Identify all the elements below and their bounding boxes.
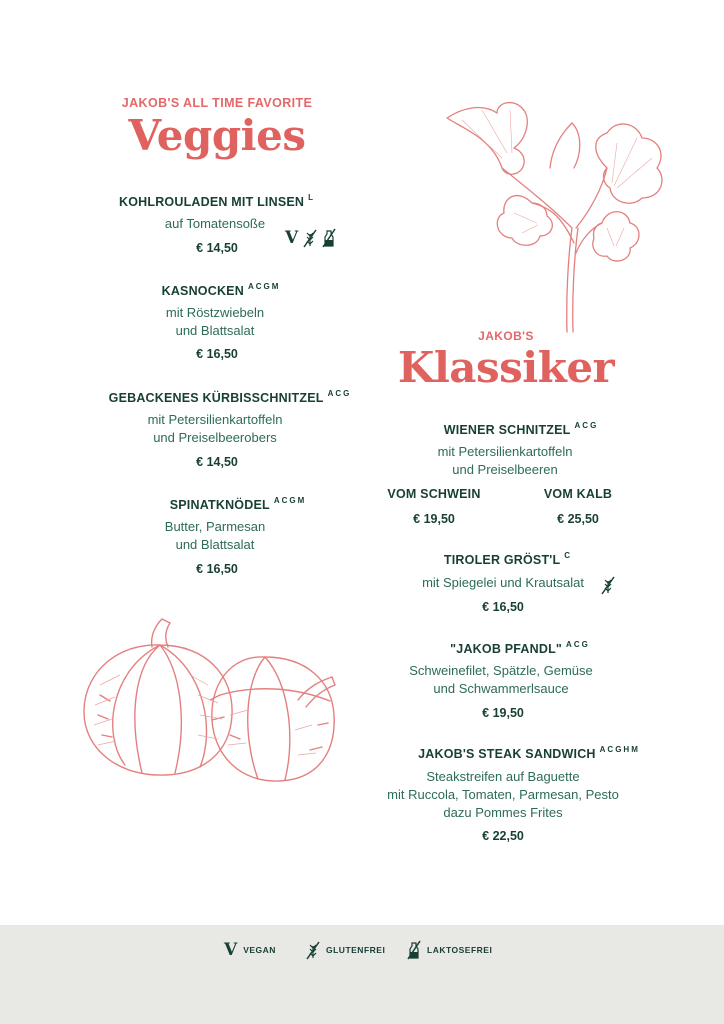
dish-price: € 14,50 bbox=[196, 455, 238, 469]
legend-lactose-free-label: LAKTOSEFREI bbox=[427, 945, 493, 955]
legend-gluten-free bbox=[306, 937, 385, 963]
legend-vegan bbox=[224, 937, 276, 963]
dish-description: Schweinefilet, Spätzle, Gemüse und Schwammerlsauce bbox=[409, 663, 593, 696]
vegan-icon: V bbox=[224, 940, 238, 960]
option-label: VOM SCHWEIN bbox=[387, 487, 481, 501]
dish-description: Steakstreifen auf Baguette mit Ruccola, Tomaten, Parmesan, Pesto dazu Pommes Frites bbox=[387, 769, 619, 820]
veggies-title: Veggies bbox=[128, 111, 306, 160]
legend-lactose-free bbox=[407, 937, 492, 963]
dish-name: SPINATKNÖDEL $^{ACGM}$ bbox=[169, 496, 307, 512]
option-label: VOM KALB bbox=[543, 487, 613, 501]
option-price: € 19,50 bbox=[413, 512, 455, 526]
dish-description: auf Tomatensoße bbox=[164, 216, 266, 231]
option-price: € 25,50 bbox=[557, 512, 599, 526]
dish-name: WIENER SCHNITZEL $^{ACG}$ bbox=[443, 421, 599, 437]
dish-description: mit Spiegelei und Krautsalat bbox=[422, 575, 584, 590]
dish-description: mit Petersilienkartoffeln und Preiselbeeren bbox=[437, 444, 573, 477]
dish-description: mit Petersilienkartoffeln und Preiselbeerobers bbox=[147, 412, 283, 445]
allergen-codes: ACGHM bbox=[599, 745, 640, 754]
veggies-eyebrow: JAKOB'S ALL TIME FAVORITE bbox=[121, 96, 313, 110]
dish-price: € 16,50 bbox=[196, 562, 238, 576]
lactose-free-icon bbox=[407, 940, 421, 960]
klassiker-eyebrow: JAKOB'S bbox=[478, 329, 534, 343]
allergen-codes: ACG bbox=[574, 421, 599, 430]
pumpkin-illustration bbox=[80, 615, 340, 785]
gluten-free-icon bbox=[601, 575, 615, 595]
diet-icons bbox=[285, 228, 336, 248]
dish-price: € 14,50 bbox=[196, 241, 238, 255]
dish-name: JAKOB'S STEAK SANDWICH $^{ACGHM}$ bbox=[418, 745, 640, 761]
dish-name: KASNOCKEN $^{ACGM}$ bbox=[161, 282, 281, 298]
dish-name: KOHLROULADEN MIT LINSEN $^L$ bbox=[118, 193, 316, 209]
allergen-codes: ACGM bbox=[273, 496, 307, 505]
legend-gluten-free-label: GLUTENFREI bbox=[326, 945, 386, 955]
dish-price: € 16,50 bbox=[196, 347, 238, 361]
dish-description: Butter, Parmesan und Blattsalat bbox=[164, 519, 266, 552]
dish-price: € 16,50 bbox=[482, 600, 524, 614]
parsley-illustration bbox=[442, 98, 672, 334]
allergen-codes: ACGM bbox=[247, 282, 281, 291]
dish-description: mit Röstzwiebeln und Blattsalat bbox=[165, 305, 265, 338]
allergen-codes: ACG bbox=[327, 389, 352, 398]
dish-price: € 22,50 bbox=[482, 829, 524, 843]
lactose-free-icon bbox=[322, 228, 336, 248]
allergen-codes: ACG bbox=[566, 640, 590, 649]
allergen-codes: L bbox=[308, 193, 316, 202]
dish-name: GEBACKENES KÜRBISSCHNITZEL $^{ACG}$ bbox=[108, 389, 352, 405]
gluten-free-icon bbox=[306, 940, 320, 960]
dish-name: TIROLER GRÖST'L $^C$ bbox=[443, 551, 573, 567]
klassiker-title: Klassiker bbox=[397, 343, 615, 392]
dish-name: "JAKOB PFANDL" $^{ACG}$ bbox=[450, 640, 590, 656]
gluten-free-icon bbox=[303, 228, 317, 248]
allergen-codes: C bbox=[564, 551, 573, 560]
vegan-icon: V bbox=[285, 228, 299, 248]
dish-price: € 19,50 bbox=[482, 706, 524, 720]
legend-vegan-label: VEGAN bbox=[243, 945, 276, 955]
